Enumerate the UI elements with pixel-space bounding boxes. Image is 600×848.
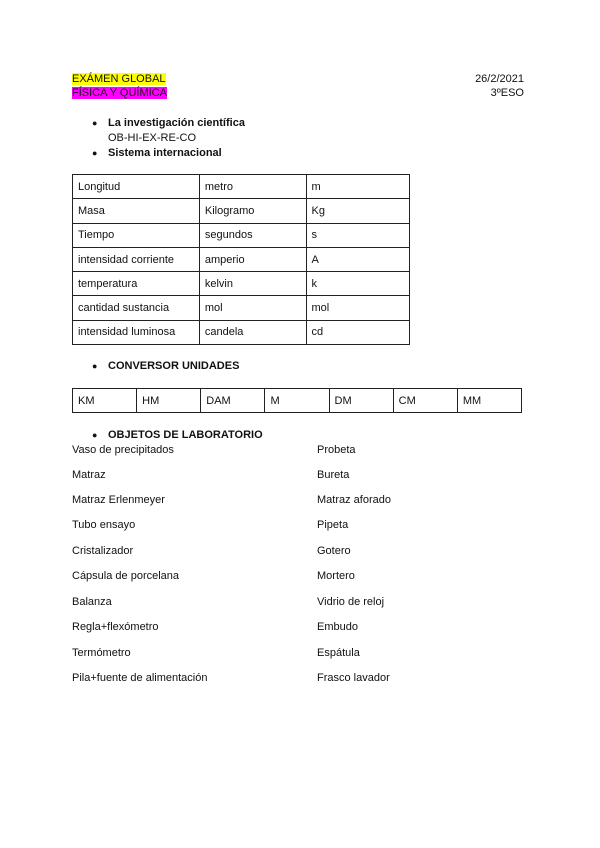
symbol-cell: Kg (306, 199, 409, 223)
si-table-row (73, 199, 410, 223)
lab-title: OBJETOS DE LABORATORIO (108, 429, 263, 441)
magnitude-cell: cantidad sustancia (73, 296, 200, 320)
converter-unit-cell: MM (457, 389, 521, 413)
converter-unit-cell: HM (137, 389, 201, 413)
lab-object-item: Termómetro (72, 647, 131, 659)
lab-object-item: Cápsula de porcelana (72, 570, 180, 582)
investigation-title: La investigación científica (108, 117, 245, 129)
subject-title (72, 87, 167, 100)
si-table (72, 174, 410, 345)
converter-row (73, 389, 522, 413)
lab-object-item: Frasco lavador (317, 672, 390, 684)
converter-unit-cell: DAM (201, 389, 265, 413)
magnitude-cell: temperatura (73, 272, 200, 296)
unit-cell: segundos (199, 223, 306, 247)
course-label: 3ºESO (490, 87, 524, 99)
lab-object-item: Pipeta (317, 519, 349, 531)
exam-title (72, 73, 166, 86)
unit-cell: kelvin (199, 272, 306, 296)
unit-cell: amperio (199, 247, 306, 271)
si-title: Sistema internacional (108, 147, 222, 159)
lab-object-item: Matraz aforado (317, 494, 391, 506)
symbol-cell: mol (306, 296, 409, 320)
si-table-row (73, 175, 410, 199)
symbol-cell: k (306, 272, 409, 296)
lab-object-item: Matraz (72, 469, 106, 481)
lab-object-item: Vaso de precipitados (72, 444, 174, 456)
bullet-converter (92, 360, 239, 373)
magnitude-cell: intensidad luminosa (73, 320, 200, 344)
exam-title-text: EXÁMEN GLOBAL (72, 73, 166, 85)
symbol-cell: cd (306, 320, 409, 344)
lab-object-item: Mortero (317, 570, 355, 582)
si-table-row (73, 247, 410, 271)
lab-object-item: Gotero (317, 545, 351, 557)
lab-object-item: Matraz Erlenmeyer (72, 494, 165, 506)
symbol-cell: s (306, 223, 409, 247)
converter-unit-cell: KM (73, 389, 137, 413)
bullet-icon: ● (92, 361, 98, 371)
symbol-cell: m (306, 175, 409, 199)
unit-cell: mol (199, 296, 306, 320)
lab-object-item: Pila+fuente de alimentación (72, 672, 208, 684)
lab-object-item: Vidrio de reloj (317, 596, 385, 608)
magnitude-cell: Tiempo (73, 223, 200, 247)
converter-unit-cell: DM (329, 389, 393, 413)
bullet-investigation (92, 117, 245, 130)
symbol-cell: A (306, 247, 409, 271)
si-table-row (73, 272, 410, 296)
converter-table (72, 388, 522, 413)
subject-title-text: FÍSICA Y QUÍMICA (72, 87, 167, 99)
bullet-si (92, 147, 222, 160)
bullet-icon: ● (92, 148, 98, 158)
unit-cell: Kilogramo (199, 199, 306, 223)
magnitude-cell: Longitud (73, 175, 200, 199)
lab-object-item: Regla+flexómetro (72, 621, 159, 633)
bullet-icon: ● (92, 430, 98, 440)
converter-unit-cell: M (265, 389, 329, 413)
unit-cell: metro (199, 175, 306, 199)
lab-object-item: Probeta (317, 444, 356, 456)
lab-object-item: Cristalizador (72, 545, 134, 557)
si-table-row (73, 223, 410, 247)
unit-cell: candela (199, 320, 306, 344)
si-table-row (73, 320, 410, 344)
bullet-icon: ● (92, 118, 98, 128)
si-table-row (73, 296, 410, 320)
converter-unit-cell: CM (393, 389, 457, 413)
converter-title: CONVERSOR UNIDADES (108, 360, 240, 372)
magnitude-cell: intensidad corriente (73, 247, 200, 271)
magnitude-cell: Masa (73, 199, 200, 223)
bullet-lab (92, 429, 263, 442)
lab-object-item: Espátula (317, 647, 360, 659)
lab-object-item: Embudo (317, 621, 358, 633)
lab-object-item: Tubo ensayo (72, 519, 136, 531)
exam-date: 26/2/2021 (475, 73, 524, 85)
lab-object-item: Bureta (317, 469, 350, 481)
investigation-steps: OB-HI-EX-RE-CO (108, 132, 196, 144)
lab-object-item: Balanza (72, 596, 112, 608)
